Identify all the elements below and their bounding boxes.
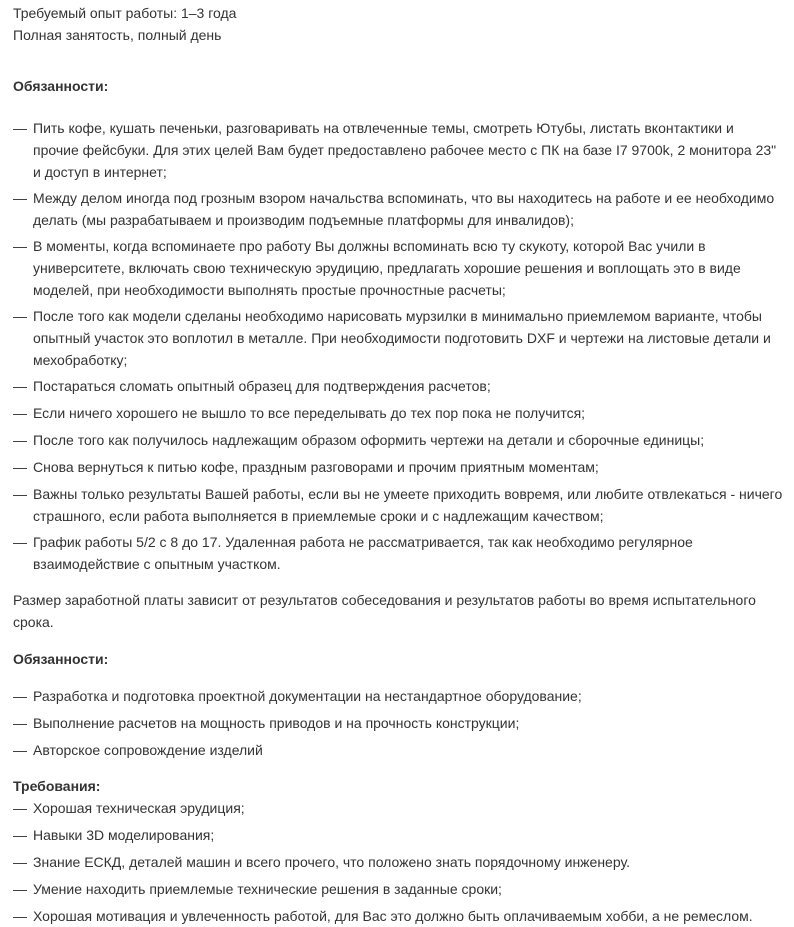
employment-type: Полная занятость, полный день — [13, 27, 222, 43]
list-item-text: После того как получилось надлежащим образом оформить чертежи на детали и сборочные единицы; — [33, 432, 705, 448]
list-item-text: Умение находить приемлемые технические решения в заданные сроки; — [33, 881, 502, 897]
dash-marker: — — [13, 459, 27, 475]
list-item-text: Разработка и подготовка проектной документации на нестандартное оборудование; — [33, 688, 582, 704]
list-item-text: Постараться сломать опытный образец для подтверждения расчетов; — [33, 378, 491, 394]
list-item — [13, 851, 783, 873]
list-item — [13, 375, 783, 397]
dash-marker: — — [13, 190, 27, 206]
experience-requirement: Требуемый опыт работы: 1–3 года — [13, 5, 237, 21]
list-item — [13, 117, 783, 183]
requirements-list — [13, 797, 783, 927]
dash-marker: — — [13, 800, 27, 816]
dash-marker: — — [13, 742, 27, 758]
list-item-text: Знание ЕСКД, деталей машин и всего прочего, что положено знать порядочному инженеру. — [33, 854, 630, 870]
list-item — [13, 905, 783, 927]
responsibilities-list — [13, 117, 783, 575]
dash-marker: — — [13, 715, 27, 731]
list-item — [13, 235, 783, 301]
list-item — [13, 712, 783, 734]
dash-marker: — — [13, 827, 27, 843]
list-item-text: Важны только результаты Вашей работы, если вы не умеете приходить вовремя, или любите отвлекаться - ничего страшного, если работа выполняется в приемлемые сроки и с надлежащим качеством; — [33, 486, 783, 524]
duties-list — [13, 685, 783, 761]
requirements-heading: Требования: — [13, 778, 101, 794]
duties-heading: Обязанности: — [13, 651, 109, 667]
list-item-text: Хорошая мотивация и увлеченность работой, для Вас это должно быть оплачиваемым хобби, а не ремеслом. — [33, 908, 753, 924]
dash-marker: — — [13, 308, 27, 324]
list-item-text: Выполнение расчетов на мощность приводов и на прочность конструкции; — [33, 715, 520, 731]
list-item — [13, 797, 783, 819]
dash-marker: — — [13, 238, 27, 254]
list-item-text: Авторское сопровождение изделий — [33, 742, 263, 758]
list-item-text: Хорошая техническая эрудиция; — [33, 800, 245, 816]
dash-marker: — — [13, 120, 27, 136]
list-item-text: Между делом иногда под грозным взором начальства вспоминать, что вы находитесь на работе и ее необходимо делать (мы разрабатываем и производим подъемные платформы для инвалидов); — [33, 190, 775, 228]
dash-marker: — — [13, 432, 27, 448]
list-item-text: Снова вернуться к питью кофе, праздным разговорами и прочим приятным моментам; — [33, 459, 599, 475]
list-item-text: Пить кофе, кушать печеньки, разговаривать на отвлеченные темы, смотреть Ютубы, листать вконтактики и прочие фейсбуки. Для этих целей Вам будет предоставлено рабочее место с ПК на базе I7 9700k, 2 монитора 23" и доступ в интернет; — [33, 120, 777, 180]
list-item — [13, 402, 783, 424]
list-item — [13, 685, 783, 707]
responsibilities-heading: Обязанности: — [13, 78, 109, 94]
list-item-text: График работы 5/2 с 8 до 17. Удаленная работа не рассматривается, так как необходимо регулярное взаимодействие с опытным участком. — [33, 534, 693, 572]
list-item — [13, 824, 783, 846]
list-item-text: После того как модели сделаны необходимо нарисовать мурзилки в минимально приемлемом варианте, чтобы опытный участок это воплотил в металле. При необходимости подготовить DXF и чертежи на листовые детали и мехобработку; — [33, 308, 771, 368]
dash-marker: — — [13, 534, 27, 550]
vacancy-description — [13, 2, 783, 927]
dash-marker: — — [13, 378, 27, 394]
dash-marker: — — [13, 405, 27, 421]
dash-marker: — — [13, 908, 27, 924]
salary-note: Размер заработной платы зависит от результатов собеседования и результатов работы во время испытательного срока. — [13, 592, 756, 630]
list-item — [13, 305, 783, 371]
dash-marker: — — [13, 881, 27, 897]
dash-marker: — — [13, 688, 27, 704]
list-item — [13, 739, 783, 761]
list-item-text: В моменты, когда вспоминаете про работу Вы должны вспоминать всю ту скукоту, которой Вас учили в университете, включать свою техническую эрудицию, предлагать хорошие решения и воплощать это в виде моделей, при необходимости выполнять простые прочностные расчеты; — [33, 238, 741, 298]
list-item-text: Если ничего хорошего не вышло то все переделывать до тех пор пока не получится; — [33, 405, 586, 421]
list-item — [13, 456, 783, 478]
list-item — [13, 531, 783, 575]
dash-marker: — — [13, 486, 27, 502]
list-item-text: Навыки 3D моделирования; — [33, 827, 215, 843]
dash-marker: — — [13, 854, 27, 870]
list-item — [13, 878, 783, 900]
list-item — [13, 429, 783, 451]
list-item — [13, 483, 783, 527]
list-item — [13, 187, 783, 231]
